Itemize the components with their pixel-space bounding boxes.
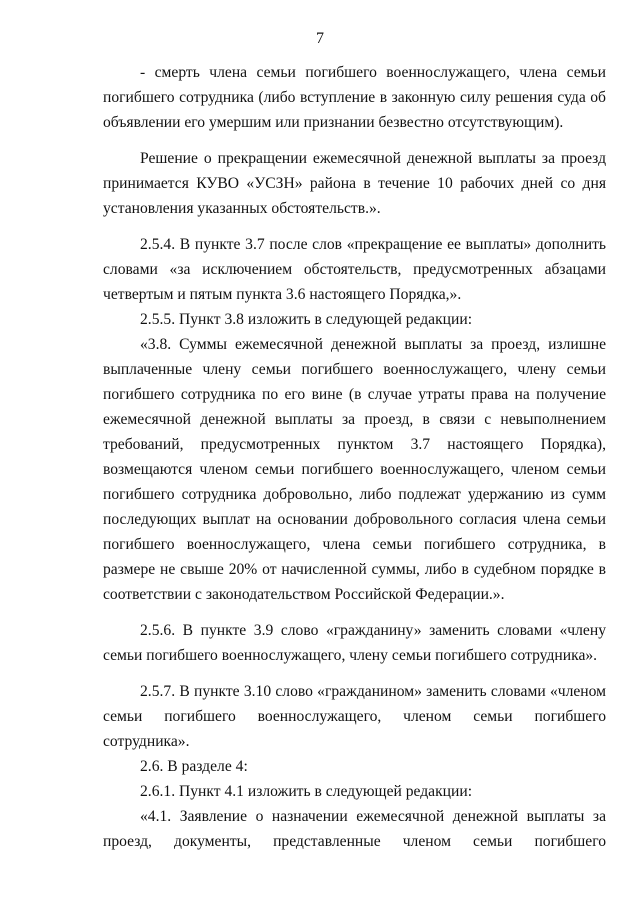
paragraph-2-6: 2.6. В разделе 4: bbox=[140, 758, 248, 775]
paragraph-termination-decision: Решение о прекращении ежемесячной денежной выплаты за проезд принимается КУВО «УСЗН» района в течение 10 рабочих дней со дня установления указанных обстоятельств.». bbox=[103, 150, 606, 217]
paragraph-2-5-7: 2.5.7. В пункте 3.10 слово «гражданином» заменить словами «членом семьи погибшего военнослужащего, членом семьи погибшего сотрудника». bbox=[103, 683, 606, 750]
page-number: 7 bbox=[316, 30, 324, 47]
document-body bbox=[103, 60, 606, 854]
paragraph-death-of-family-member: - смерть члена семьи погибшего военнослужащего, члена семьи погибшего сотрудника (либо вступление в законную силу решения суда об объявлении его умершим или признании безвестно отсутствующим). bbox=[103, 64, 606, 131]
paragraph-2-5-4: 2.5.4. В пункте 3.7 после слов «прекращение ее выплаты» дополнить словами «за исключением обстоятельств, предусмотренных абзацами четвертым и пятым пункта 3.6 настоящего Порядка,». bbox=[103, 236, 606, 303]
paragraph-3-8: «3.8. Суммы ежемесячной денежной выплаты за проезд, излишне выплаченные члену семьи погибшего военнослужащего, члену семьи погибшего сотрудника по его вине (в случае утраты права на получение ежемесячной денежной выплаты за проезд, в связи с невыполнением требований, предусмотренных пунктом 3.7 настоящего Порядка), возмещаются членом семьи погибшего военнослужащего, членом семьи погибшего сотрудника добровольно, либо подлежат удержанию из сумм последующих выплат на основании добровольного согласия члена семьи погибшего военнослужащего, члена семьи погибшего сотрудника, в размере не свыше 20% от начисленной суммы, либо в судебном порядке в соответствии с законодательством Российской Федерации.». bbox=[103, 336, 606, 603]
paragraph-2-5-6: 2.5.6. В пункте 3.9 слово «гражданину» заменить словами «члену семьи погибшего военнослужащего, члену семьи погибшего сотрудника». bbox=[103, 622, 606, 664]
paragraph-2-5-5: 2.5.5. Пункт 3.8 изложить в следующей редакции: bbox=[140, 311, 473, 328]
paragraph-2-6-1: 2.6.1. Пункт 4.1 изложить в следующей редакции: bbox=[140, 783, 473, 800]
paragraph-4-1: «4.1. Заявление о назначении ежемесячной денежной выплаты за проезд, документы, представленные членом семьи погибшего bbox=[103, 808, 606, 850]
